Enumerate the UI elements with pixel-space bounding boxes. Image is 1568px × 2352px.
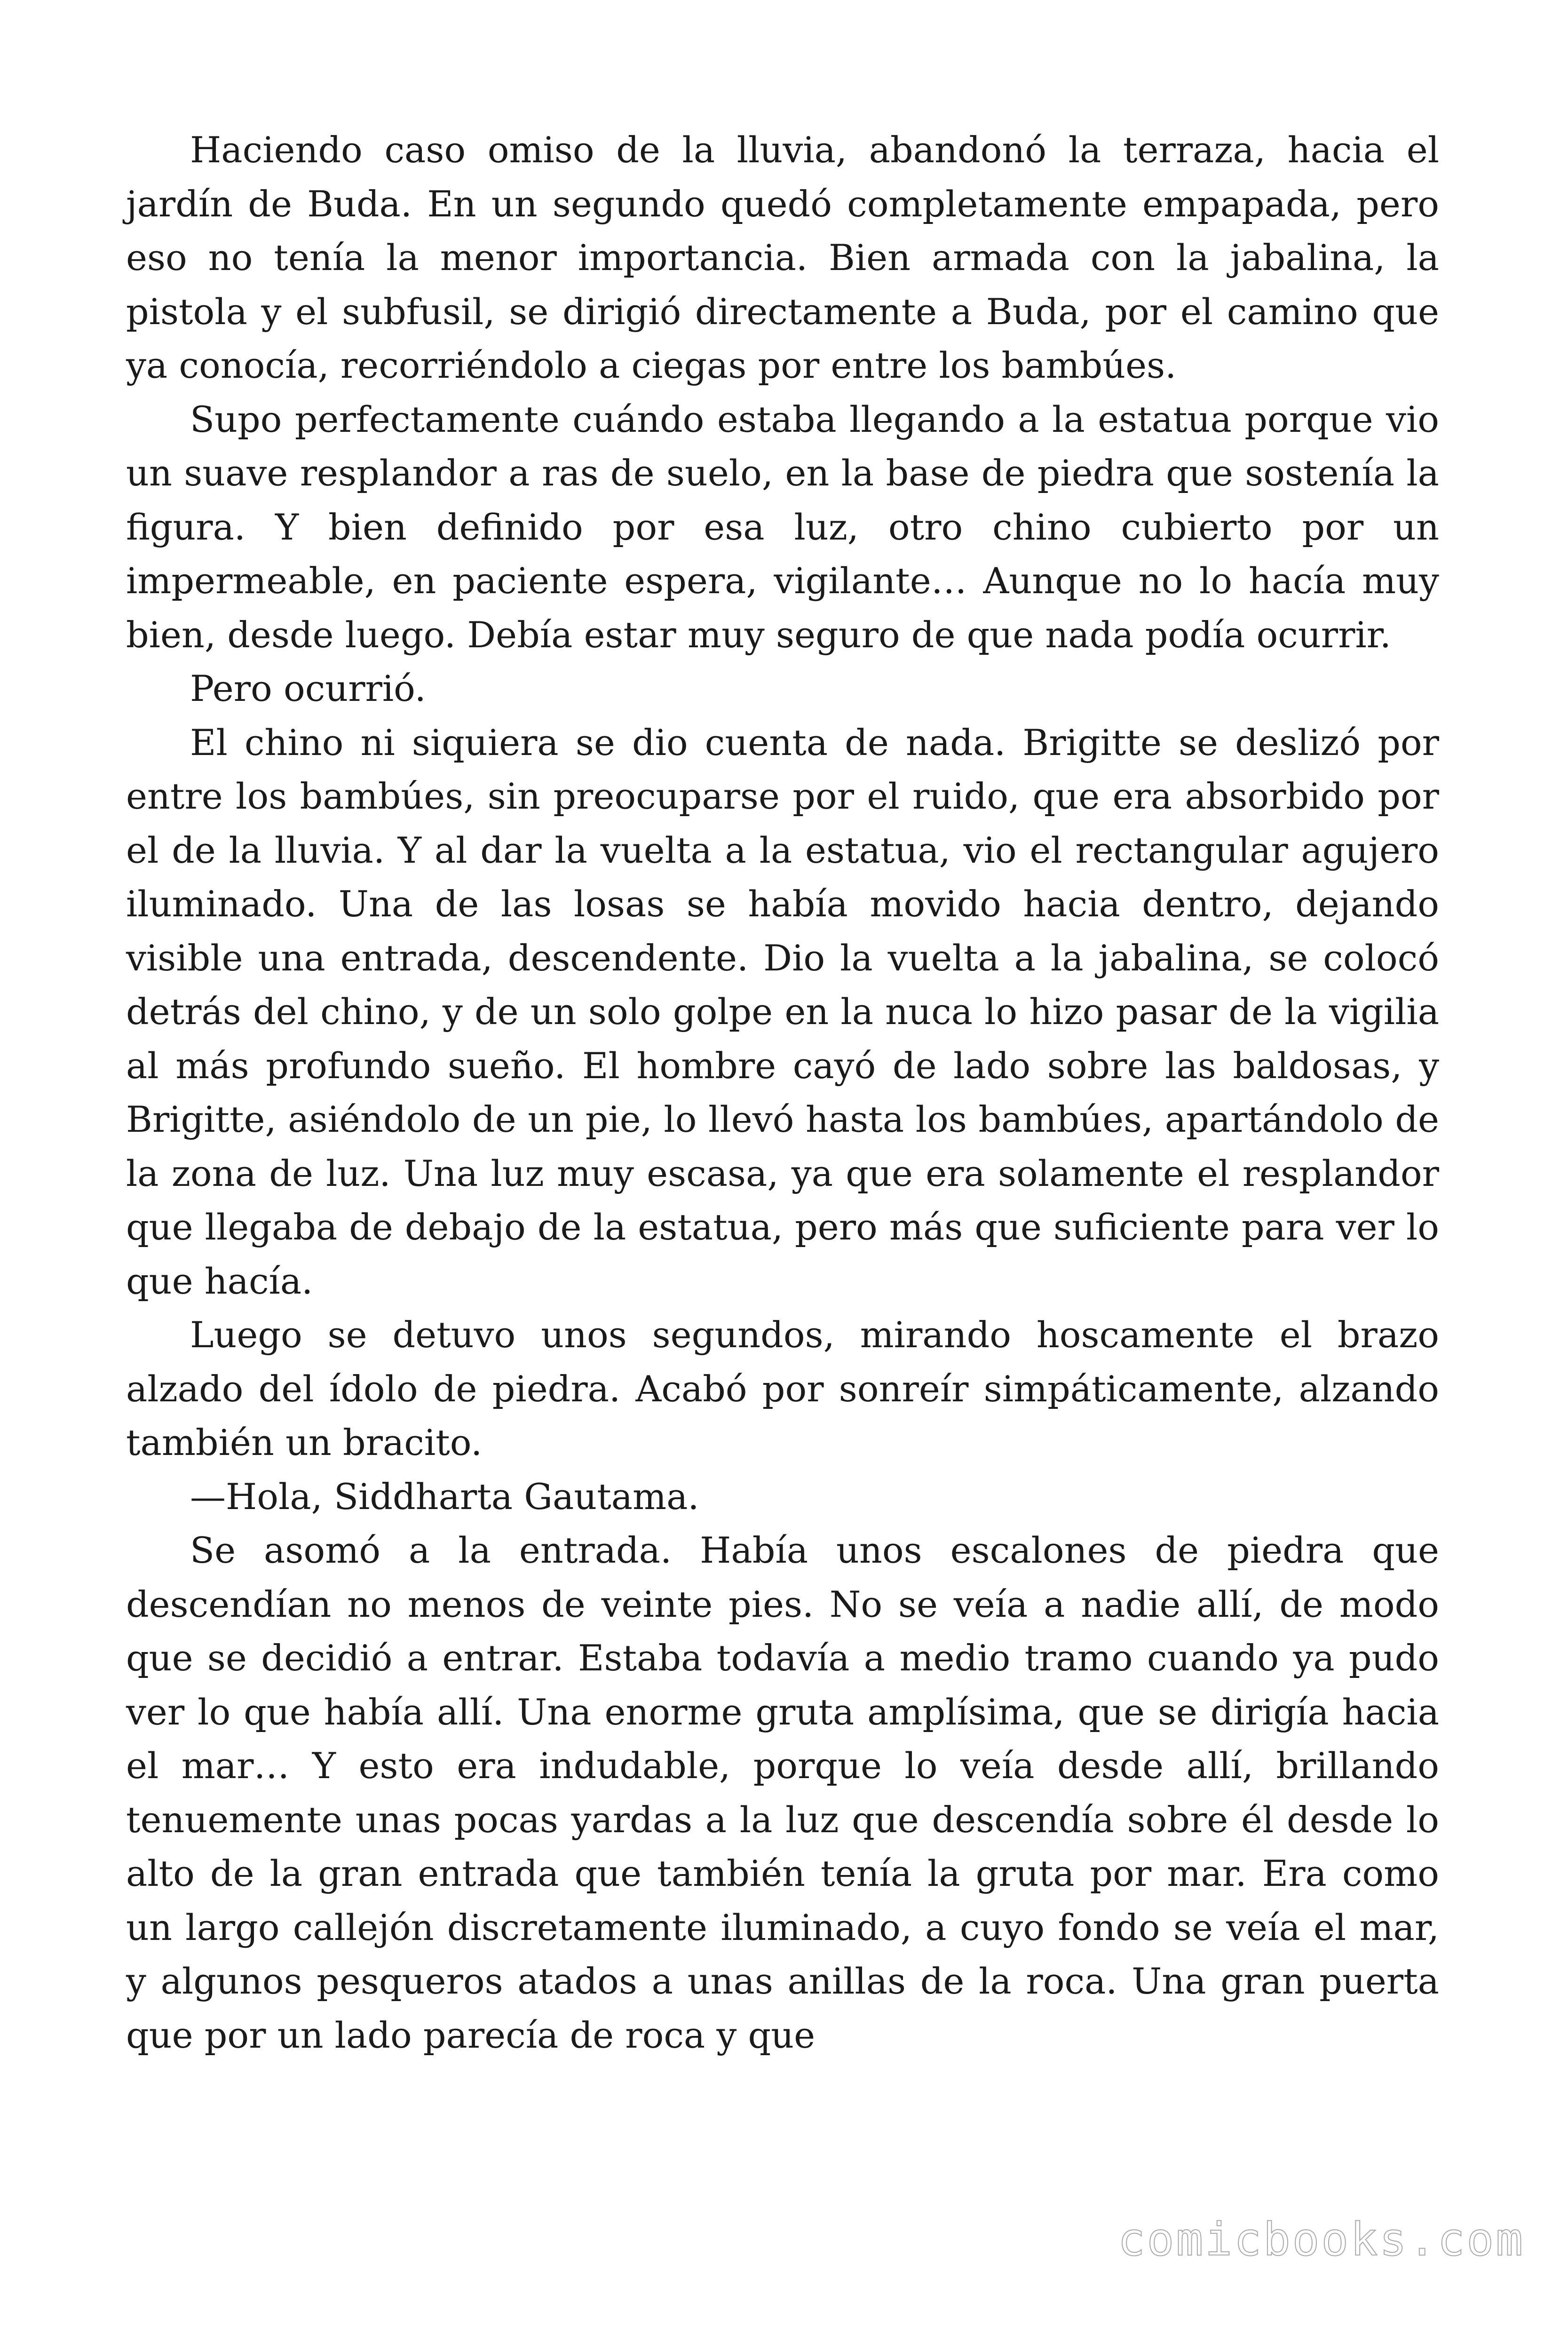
paragraph: Supo perfectamente cuándo estaba llegando a la estatua porque vio un suave resplandor a ras de suelo, en la base de piedra que sostenía la figura. Y bien definido por esa luz, otro chino cubierto por un impermeable, en paciente espera, vigilante… Aunque no lo hacía muy bien, desde luego. Debía estar muy seguro de que nada podía ocurrir. [126,398,1439,656]
watermark: comicbooks.com [1117,2213,1525,2266]
paragraph: Haciendo caso omiso de la lluvia, abandonó la terraza, hacia el jardín de Buda. En un segundo quedó completamente empapada, pero eso no tenía la menor importancia. Bien armada con la jabalina, la pistola y el subfusil, se dirigió directamente a Buda, por el camino que ya conocía, recorriéndolo a ciegas por entre los bambúes. [126,129,1439,386]
paragraph: Pero ocurrió. [190,667,426,709]
paragraph: Luego se detuvo unos segundos, mirando hoscamente el brazo alzado del ídolo de piedra. Acabó por sonreír simpáticamente, alzando también un bracito. [126,1314,1439,1463]
paragraph: Se asomó a la entrada. Había unos escalones de piedra que descendían no menos de veinte pies. No se veía a nadie allí, de modo que se decidió a entrar. Estaba todavía a medio tramo cuando ya pudo ver lo que había allí. Una enorme gruta amplísima, que se dirigía hacia el mar… Y esto era indudable, porque lo veía desde allí, brillando tenuemente unas pocas yardas a la luz que descendía sobre él desde lo alto de la gran entrada que también tenía la gruta por mar. Era como un largo callejón discretamente iluminado, a cuyo fondo se veía el mar, y algunos pesqueros atados a unas anillas de la roca. Una gran puerta que por un lado parecía de roca y que [126,1529,1439,2056]
paragraph-dialogue: —Hola, Siddharta Gautama. [190,1475,699,1518]
body-text [126,123,1439,2062]
paragraph: El chino ni siquiera se dio cuenta de nada. Brigitte se deslizó por entre los bambúes, sin preocuparse por el ruido, que era absorbido por el de la lluvia. Y al dar la vuelta a la estatua, vio el rectangular agujero iluminado. Una de las losas se había movido hacia dentro, dejando visible una entrada, descendente. Dio la vuelta a la jabalina, se colocó detrás del chino, y de un solo golpe en la nuca lo hizo pasar de la vigilia al más profundo sueño. El hombre cayó de lado sobre las baldosas, y Brigitte, asiéndolo de un pie, lo llevó hasta los bambúes, apartándolo de la zona de luz. Una luz muy escasa, ya que era solamente el resplandor que llegaba de debajo de la estatua, pero más que suficiente para ver lo que hacía. [126,721,1439,1302]
